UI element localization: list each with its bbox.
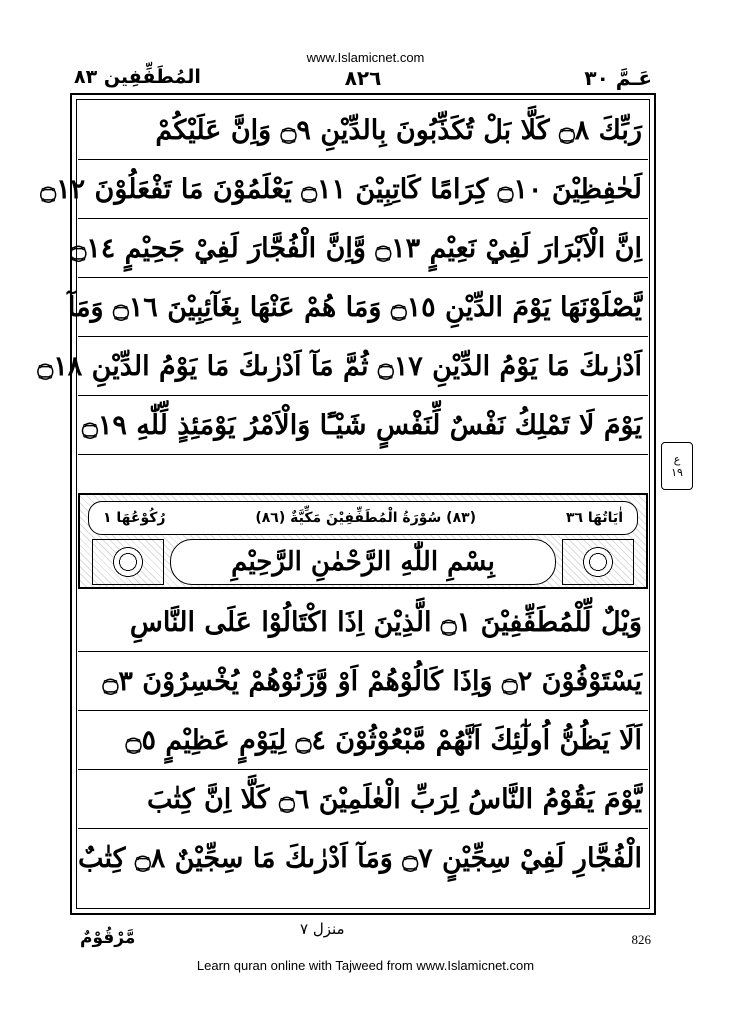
verse-line: اَلَا يَظُنُّ اُولٰٓئِكَ اَنَّهُمْ مَّبْعُوْثُوْنَ ۝٤ لِيَوْمٍ عَظِيْمٍ ۝٥ xyxy=(78,711,648,770)
bismillah: بِسْمِ اللّٰهِ الرَّحْمٰنِ الرَّحِيْمِ xyxy=(170,539,556,585)
ruku-count: رُكُوْعُهَا ١ xyxy=(103,510,166,526)
ayat-count: اٰيَاتُهَا ٣٦ xyxy=(565,510,623,526)
verse-line: يَسْتَوْفُوْنَ ۝٢ وَاِذَا كَالُوْهُمْ اَوْ وَّزَنُوْهُمْ يُخْسِرُوْنَ ۝٣ xyxy=(78,652,648,711)
surah-heading-banner xyxy=(78,493,648,589)
ornament-left xyxy=(92,539,164,585)
ruku-marker-letter: ع xyxy=(673,453,681,466)
verse-line: رَبِّكَ ۝٨ كَلَّا بَلْ تُكَذِّبُونَ بِالدِّيْنِ ۝٩ وَاِنَّ عَلَيْكُمْ xyxy=(78,101,648,160)
surah-name-header: المُطَفِّفِين ٨٣ xyxy=(74,66,201,88)
verse-line: وَيْلٌ لِّلْمُطَفِّفِيْنَ ۝١ الَّذِيْنَ اِذَا اكْتَالُوْا عَلَى النَّاسِ xyxy=(78,593,648,652)
surah-title: (٨٣) سُوْرَةُ الْمُطَفِّفِيْنَ مَكِّيَّةٌ (٨٦) xyxy=(255,510,477,526)
verse-line: اَدْرٰىكَ مَا يَوْمُ الدِّيْنِ ۝١٧ ثُمَّ مَآ اَدْرٰىكَ مَا يَوْمُ الدِّيْنِ ۝١٨ xyxy=(78,337,648,396)
page-number-arabic: ٨٢٦ xyxy=(344,66,382,90)
bottom-tagline: Learn quran online with Tajweed from www.Islamicnet.com xyxy=(196,958,535,973)
manzil-label: منزل ٧ xyxy=(300,920,345,938)
juz-name-header: عَـمَّ ٣٠ xyxy=(584,66,652,90)
ornament-right xyxy=(562,539,634,585)
verse-line: لَحٰفِظِيْنَ ۝١٠ كِرَامًا كَاتِبِيْنَ ۝١١ يَعْلَمُوْنَ مَا تَفْعَلُوْنَ ۝١٢ xyxy=(78,160,648,219)
page-header xyxy=(74,66,652,92)
verse-line: يَوْمَ لَا تَمْلِكُ نَفْسٌ لِّنَفْسٍ شَيْـًٔا وَالْاَمْرُ يَوْمَئِذٍ لِّلّٰهِ ۝١٩ xyxy=(78,396,648,455)
page-number-english: 826 xyxy=(631,932,651,947)
quran-page-frame xyxy=(37,93,656,915)
ruku-marker xyxy=(661,442,693,490)
top-website-url: www.Islamicnet.com xyxy=(306,50,425,65)
verse-line: الْفُجَّارِ لَفِيْ سِجِّيْنٍ ۝٧ وَمَآ اَدْرٰىكَ مَا سِجِّيْنٌ ۝٨ كِتٰبٌ xyxy=(77,843,642,874)
verse-line: يَّوْمَ يَقُوْمُ النَّاسُ لِرَبِّ الْعٰلَمِيْنَ ۝٦ كَلَّا اِنَّ كِتٰبَ xyxy=(78,770,648,829)
catchword: مَّرْقُوْمٌ xyxy=(80,928,136,948)
surah-info-bar xyxy=(88,501,638,535)
verse-line: يَّصْلَوْنَهَا يَوْمَ الدِّيْنِ ۝١٥ وَمَا هُمْ عَنْهَا بِغَآئِبِيْنَ ۝١٦ وَمَآ xyxy=(78,278,648,337)
verse-line: اِنَّ الْاَبْرَارَ لَفِيْ نَعِيْمٍ ۝١٣ وَّاِنَّ الْفُجَّارَ لَفِيْ جَحِيْمٍ ۝١٤ xyxy=(78,219,648,278)
ruku-marker-number: ١٩ xyxy=(671,466,683,479)
